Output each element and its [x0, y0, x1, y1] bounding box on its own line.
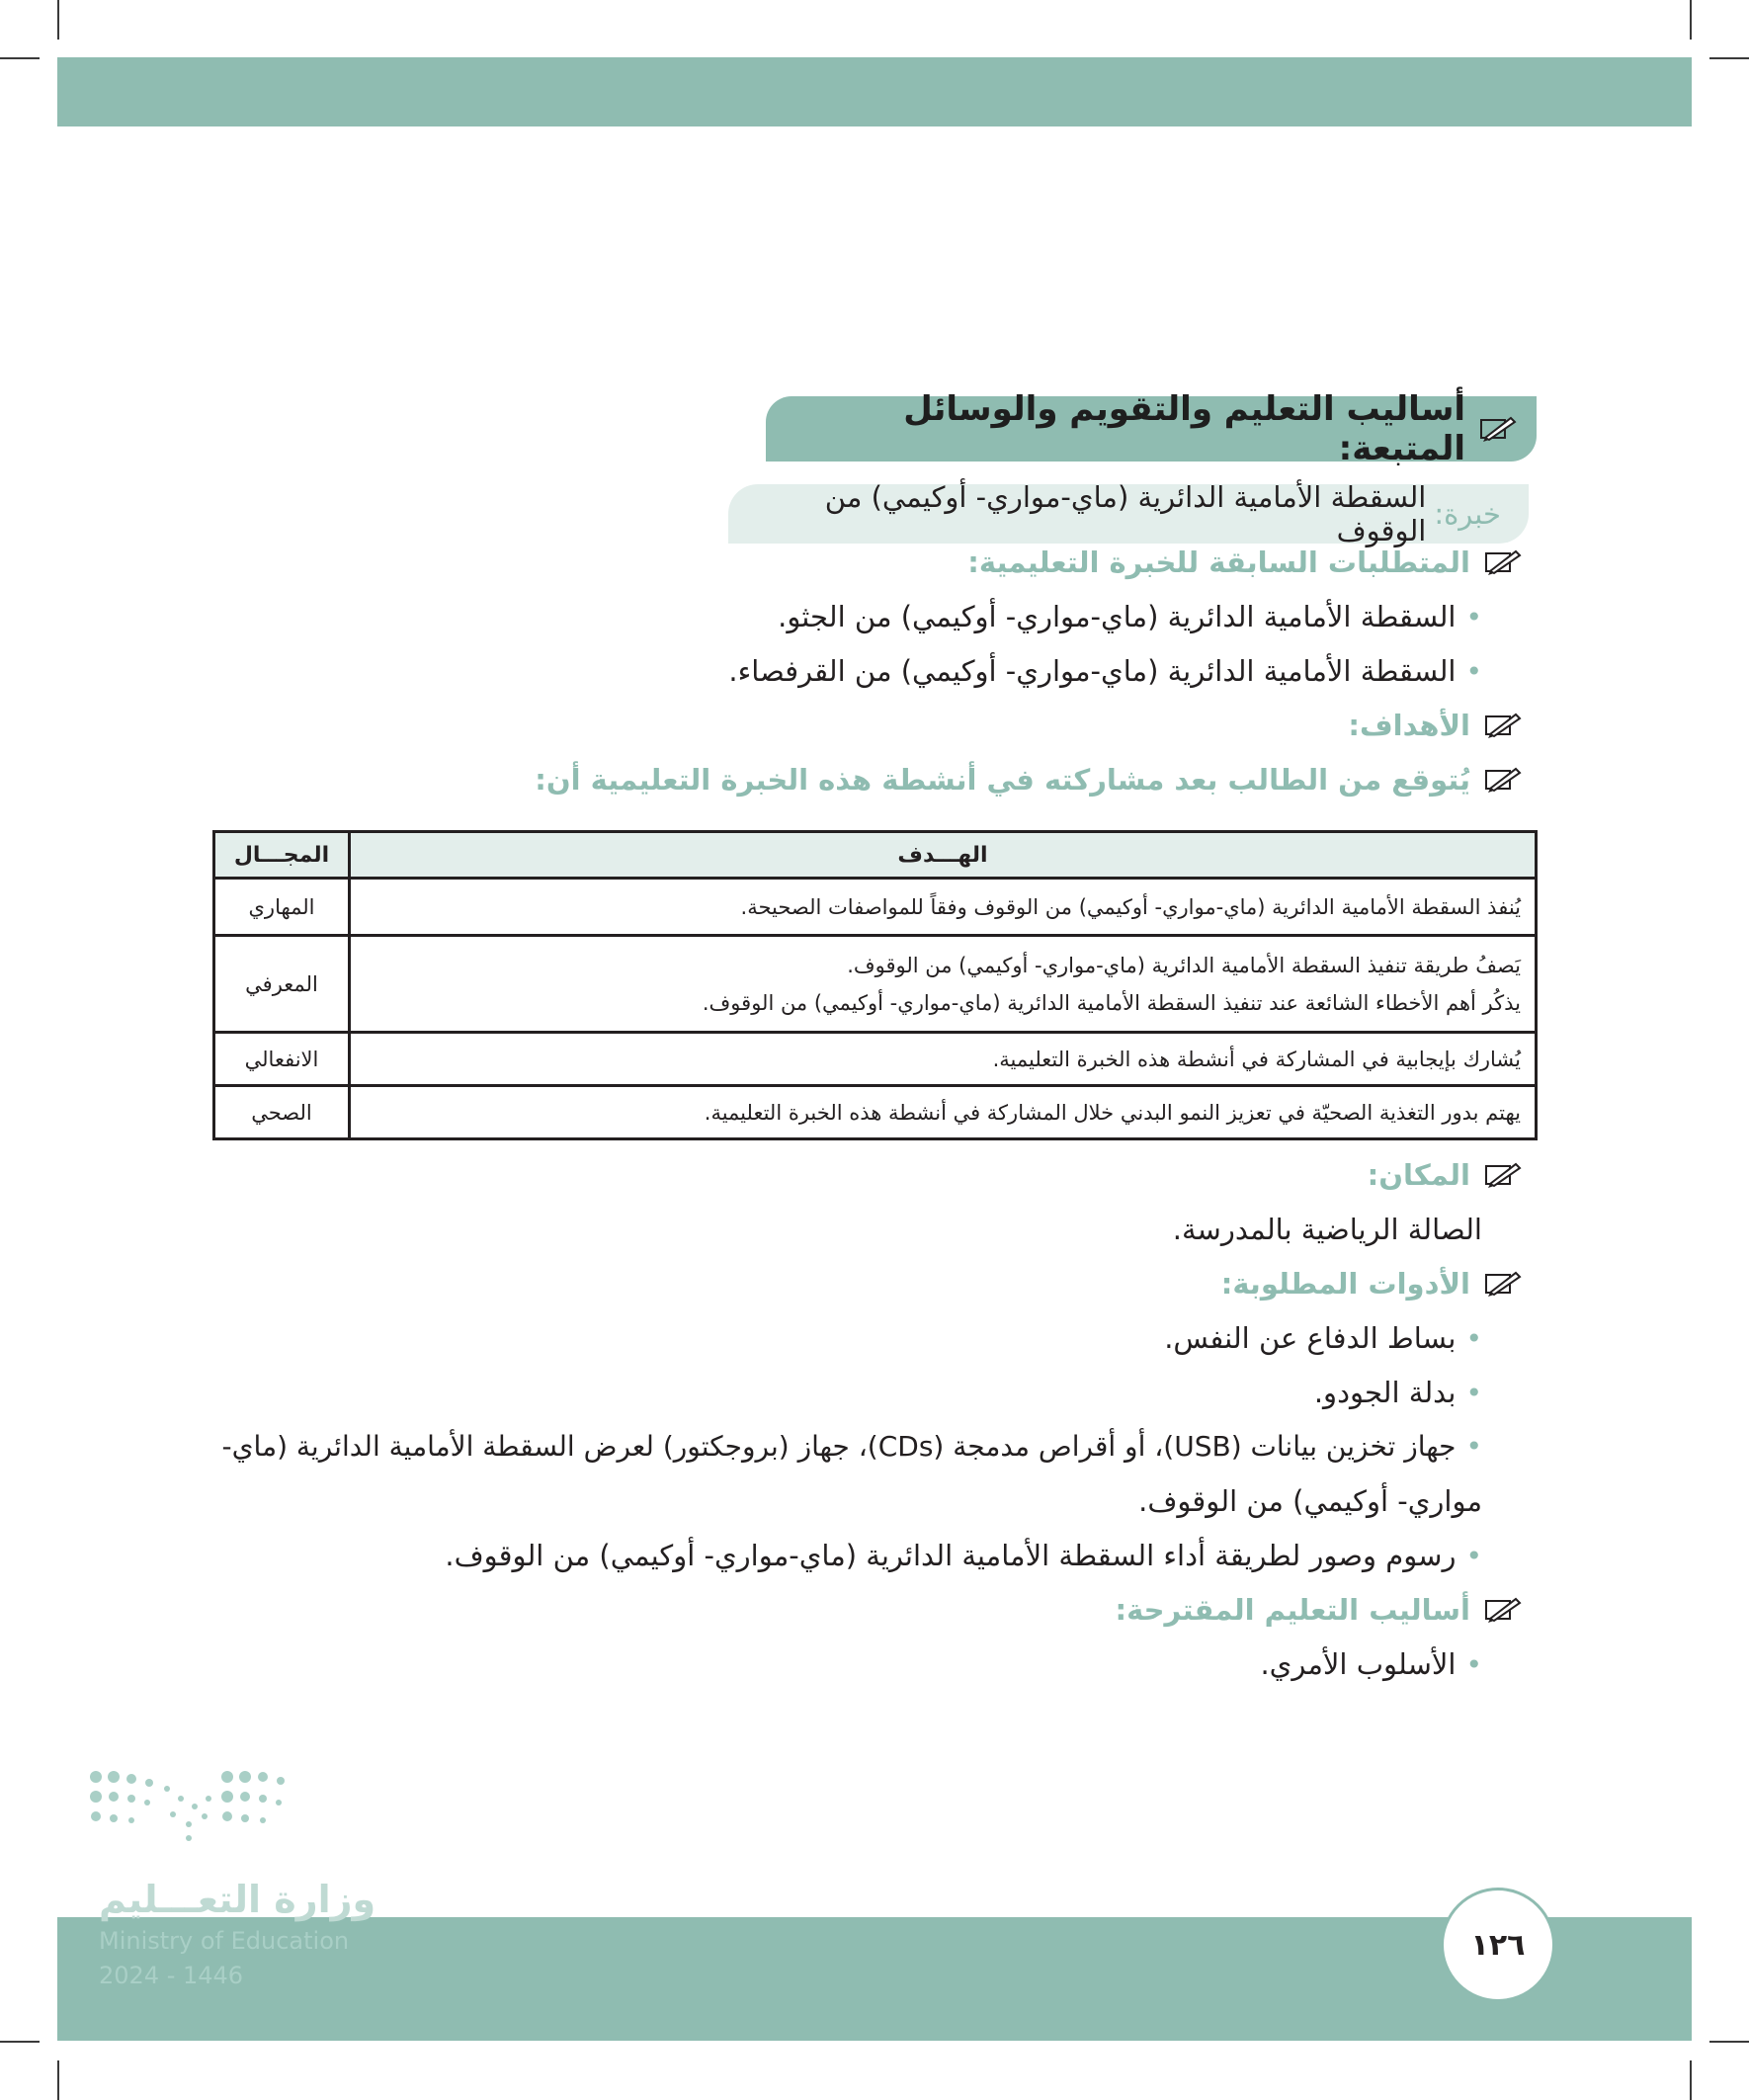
- place-heading: [1368, 1158, 1522, 1192]
- objective-text: يَصفُ طريقة تنفيذ السقطة الأمامية الدائرية (ماي-مواري- أوكيمي) من الوقوف.: [847, 953, 1521, 977]
- pen-icon: [1482, 711, 1522, 740]
- objective-text: يذكُر أهم الأخطاء الشائعة عند تنفيذ السقطة الأمامية الدائرية (ماي-مواري- أوكيمي) من الوقوف.: [702, 990, 1521, 1015]
- list-item: • بدلة الجودو.: [1314, 1376, 1482, 1409]
- objectives-table: [212, 830, 1538, 1140]
- crop-mark: [1690, 2060, 1692, 2100]
- crop-mark: [1709, 57, 1749, 59]
- ministry-name-en: Ministry of Education: [99, 1927, 350, 1955]
- domain-cell: المهاري: [214, 879, 350, 936]
- objectives-heading-text: الأهداف:: [1348, 709, 1470, 742]
- pen-icon: [1482, 547, 1522, 577]
- table-row: [214, 1086, 1537, 1139]
- pen-icon: [1477, 414, 1517, 444]
- list-item: • السقطة الأمامية الدائرية (ماي-مواري- أوكيمي) من الجثو.: [778, 600, 1482, 633]
- list-item: • السقطة الأمامية الدائرية (ماي-مواري- أوكيمي) من القرفصاء.: [728, 654, 1482, 688]
- table-row: [214, 1033, 1537, 1086]
- table-header-row: [214, 832, 1537, 879]
- objective-text: يهتم بدور التغذية الصحيّة في تعزيز النمو البدني خلال المشاركة في أنشطة هذه الخبرة التعليمية.: [704, 1100, 1521, 1125]
- domain-cell: الصحي: [214, 1086, 350, 1139]
- column-header-objective: الهـــدف: [350, 832, 1537, 879]
- objective-text: يُشارك بإيجابية في المشاركة في أنشطة هذه الخبرة التعليمية.: [992, 1047, 1521, 1071]
- crop-mark: [1709, 2041, 1749, 2043]
- list-item: • الأسلوب الأمري.: [1260, 1647, 1482, 1681]
- list-item: • بساط الدفاع عن النفس.: [1164, 1321, 1482, 1355]
- domain-cell: الانفعالي: [214, 1033, 350, 1086]
- objective-cell: [350, 936, 1537, 1033]
- pen-icon: [1482, 1160, 1522, 1190]
- expectation-heading: [535, 763, 1522, 797]
- top-band: [57, 57, 1692, 126]
- tools-heading: [1221, 1267, 1522, 1301]
- methods-heading: [1115, 1593, 1522, 1627]
- expectation-text: يُتوقع من الطالب بعد مشاركته في أنشطة هذه الخبرة التعليمية أن:: [535, 763, 1470, 797]
- crop-mark: [0, 57, 40, 59]
- objective-text: يُنفذ السقطة الأمامية الدائرية (ماي-مواري- أوكيمي) من الوقوف وفقاً للمواصفات الصحيحة.: [740, 894, 1521, 919]
- place-heading-text: المكان:: [1367, 1158, 1470, 1192]
- crop-mark: [1690, 0, 1692, 40]
- domain-cell: المعرفي: [214, 936, 350, 1033]
- experience-title: السقطة الأمامية الدائرية (ماي-مواري- أوكيمي) من الوقوف: [824, 480, 1427, 547]
- main-heading-text: أساليب التعليم والتقويم والوسائل المتبعة:: [903, 389, 1466, 468]
- crop-mark: [0, 2041, 40, 2043]
- objectives-heading: [1348, 709, 1522, 742]
- main-heading: [766, 389, 1537, 468]
- prerequisites-heading-text: المتطلبات السابقة للخبرة التعليمية:: [967, 546, 1470, 579]
- table-row: [214, 936, 1537, 1033]
- pen-icon: [1482, 765, 1522, 795]
- edition-year: 2024 - 1446: [99, 1962, 244, 1989]
- objective-cell: [350, 879, 1537, 936]
- table-row: [214, 879, 1537, 936]
- list-item: • جهاز تخزين بيانات (USB)، أو أقراص مدمجة (CDs)، جهاز (بروجكتور) لعرض السقطة الأمامية الدائرية (ماي-: [222, 1430, 1482, 1463]
- experience-bar: [728, 480, 1529, 547]
- crop-mark: [57, 0, 59, 40]
- experience-label: خبرة:: [1434, 497, 1501, 531]
- crop-mark: [57, 2060, 59, 2100]
- column-header-domain: المجـــال: [214, 832, 350, 879]
- pen-icon: [1482, 1269, 1522, 1299]
- list-item-continuation: مواري- أوكيمي) من الوقوف.: [1138, 1484, 1482, 1518]
- prerequisites-heading: [967, 546, 1522, 579]
- pen-icon: [1482, 1595, 1522, 1625]
- list-item: • رسوم وصور لطريقة أداء السقطة الأمامية الدائرية (ماي-مواري- أوكيمي) من الوقوف.: [445, 1539, 1482, 1572]
- tools-heading-text: الأدوات المطلوبة:: [1220, 1267, 1470, 1301]
- ministry-name-ar: وزارة التعـــليم: [99, 1878, 376, 1921]
- place-text: الصالة الرياضية بالمدرسة.: [1172, 1213, 1482, 1246]
- page-number: ١٢٦: [1441, 1888, 1555, 2002]
- objective-cell: [350, 1086, 1537, 1139]
- methods-heading-text: أساليب التعليم المقترحة:: [1115, 1593, 1470, 1627]
- objective-cell: [350, 1033, 1537, 1086]
